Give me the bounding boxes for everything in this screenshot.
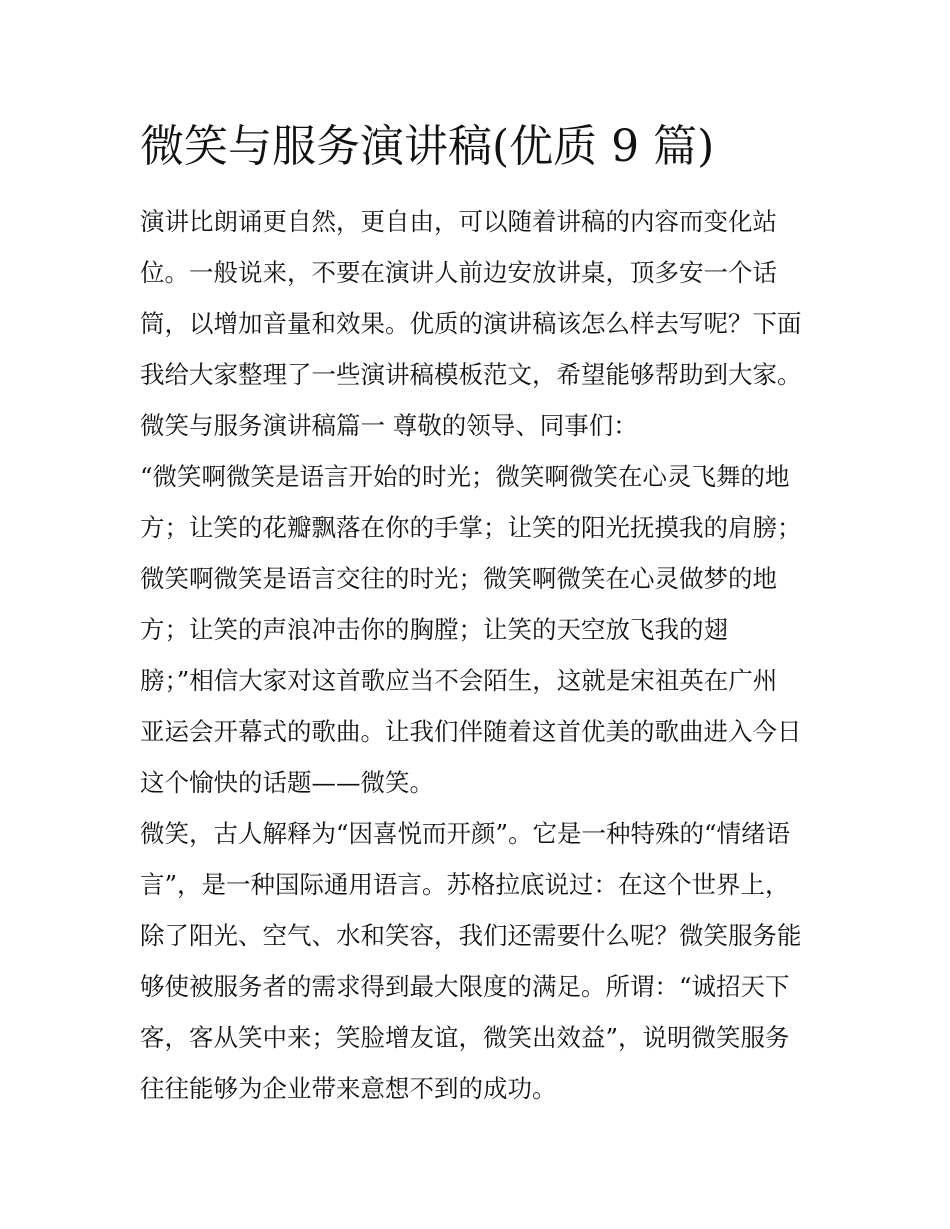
body-line: 筒，以增加音量和效果。优质的演讲稿该怎么样去写呢？下面: [140, 309, 802, 338]
body-line: 方；让笑的声浪冲击你的胸膛；让笑的天空放飞我的翅: [140, 615, 728, 644]
body-line: 膀；”相信大家对这首歌应当不会陌生，这就是宋祖英在广州: [140, 666, 778, 695]
body-line: 往往能够为企业带来意想不到的成功。: [140, 1074, 557, 1103]
body-line: 演讲比朗诵更自然，更自由，可以随着讲稿的内容而变化站: [140, 207, 777, 236]
body-line: 客，客从笑中来；笑脸增友谊，微笑出效益”，说明微笑服务: [140, 1023, 790, 1052]
body-line: 除了阳光、空气、水和笑容，我们还需要什么呢？微笑服务能: [140, 921, 802, 950]
section-heading-line: 微笑与服务演讲稿篇一 尊敬的领导、同事们：: [140, 411, 638, 440]
body-line: 言”，是一种国际通用语言。苏格拉底说过：在这个世界上，: [140, 870, 790, 899]
document-title: 微笑与服务演讲稿(优质 9 篇): [140, 121, 715, 172]
body-line: “微笑啊微笑是语言开始的时光；微笑啊微笑在心灵飞舞的地: [140, 462, 790, 491]
body-line: 位。一般说来，不要在演讲人前边安放讲桌，顶多安一个话: [140, 258, 777, 287]
body-line: 方；让笑的花瓣飘落在你的手掌；让笑的阳光抚摸我的肩膀；: [140, 513, 802, 542]
body-line: 亚运会开幕式的歌曲。让我们伴随着这首优美的歌曲进入今日: [140, 717, 802, 746]
body-line: 够使被服务者的需求得到最大限度的满足。所谓：“诚招天下: [140, 972, 790, 1001]
body-line: 微笑，古人解释为“因喜悦而开颜”。它是一种特殊的“情绪语: [140, 819, 791, 848]
body-line: 我给大家整理了一些演讲稿模板范文，希望能够帮助到大家。: [140, 360, 802, 389]
body-line: 微笑啊微笑是语言交往的时光；微笑啊微笑在心灵做梦的地: [140, 564, 777, 593]
body-line: 这个愉快的话题——微笑。: [140, 768, 434, 797]
